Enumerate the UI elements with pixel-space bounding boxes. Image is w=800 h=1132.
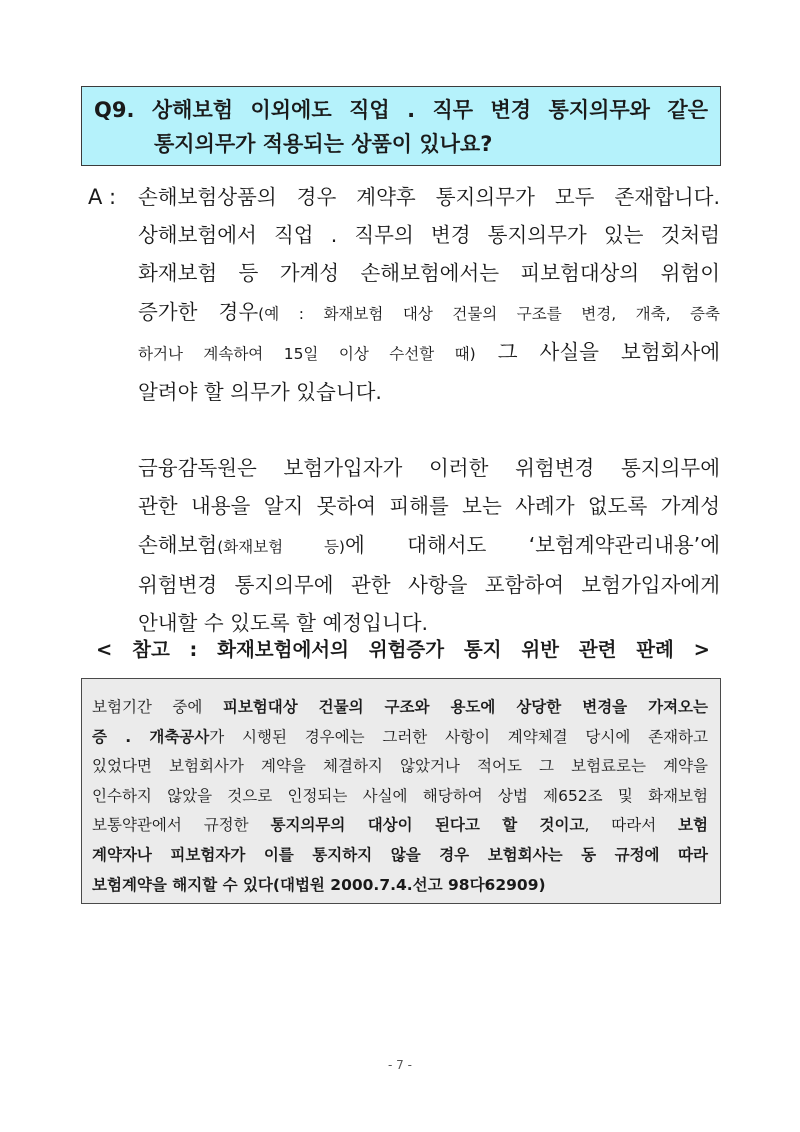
answer-p2-line-3-b: (화재보험 등) (217, 537, 345, 556)
paragraph-gap (88, 411, 728, 449)
reference-line-2-bold: 증 . 개축공사 (92, 727, 210, 746)
reference-line-5 (92, 811, 708, 841)
answer-p2-line-3 (88, 526, 720, 566)
answer-p1-line-5-example: 하거나 계속하여 15일 이상 수선할 때) (138, 344, 476, 363)
answer-p2-line-5: 안내할 수 있도록 할 예정입니다. (138, 611, 429, 636)
answer-p2-line-2: 관한 내용을 알지 못하여 피해를 보는 사례가 없도록 가계성 (138, 494, 720, 519)
reference-line-1-bold: 피보험대상 건물의 구조와 용도에 상당한 변경을 가져오는 (222, 698, 708, 716)
answer-p2-line-3-a: 손해보험 (138, 532, 218, 557)
answer-paragraph-1 (88, 178, 728, 411)
answer-p1-line-5 (88, 333, 720, 373)
question-box (81, 86, 721, 166)
reference-line-7 (92, 871, 708, 901)
reference-line-6-bold: 계약자나 피보험자가 이를 통지하지 않을 경우 보험회사는 동 규정에 따라 (92, 845, 708, 864)
answer-p1-line-4-example: (예 : 화재보험 대상 건물의 구조를 변경, 개축, 증축 (258, 304, 721, 323)
answer-p2-line-3-c: 에 대해서도 ‘보험계약관리내용’에 (344, 532, 720, 557)
answer-p2-line-4: 위험변경 통지의무에 관한 사항을 포함하여 보험가입자에게 (138, 572, 720, 597)
answer-p1-line-1: 손해보험상품의 경우 계약후 통지의무가 모두 존재합니다. (138, 185, 720, 209)
page-number: - 7 - (388, 1058, 412, 1072)
question-line-1: Q9. 상해보험 이외에도 직업 . 직무 변경 통지의무와 같은 (94, 98, 708, 122)
reference-box (81, 678, 721, 904)
reference-line-4: 인수하지 않았을 것으로 인정되는 사실에 해당하여 상법 제652조 및 화재보험 (92, 786, 708, 805)
reference-line-5-c: , 따라서 (584, 816, 679, 835)
answer-p1-line-2: 상해보험에서 직업 . 직무의 변경 통지의무가 있는 것처럼 (138, 223, 720, 248)
reference-line-1-a: 보험기간 중에 (92, 698, 223, 716)
answer-p1-line-6: 알려야 할 의무가 있습니다. (138, 380, 382, 405)
answer-section (88, 178, 728, 642)
answer-paragraph-2 (88, 449, 728, 642)
reference-line-2 (92, 723, 708, 753)
reference-line-7-bold: 보험계약을 해지할 수 있다(대법원 2000.7.4.선고 98다62909) (92, 875, 546, 894)
reference-line-5-bold: 통지의무의 대상이 된다고 할 것이고 (270, 816, 585, 835)
answer-p1-line-4 (88, 293, 720, 333)
reference-line-5-a: 보통약관에서 규정한 (92, 816, 271, 835)
reference-line-3: 있었다면 보험회사가 계약을 체결하지 않았거나 적어도 그 보험료로는 계약을 (92, 757, 708, 776)
answer-p1-line-4-main: 증가한 경우 (138, 299, 259, 324)
answer-p1-line-3: 화재보험 등 가계성 손해보험에서는 피보험대상의 위험이 (138, 261, 720, 286)
reference-line-5-bold-2: 보험 (678, 816, 708, 835)
answer-label: A : (88, 185, 117, 209)
answer-p2-line-1: 금융감독원은 보험가입자가 이러한 위험변경 통지의무에 (138, 456, 720, 481)
answer-p1-line-5-main: 그 사실을 보험회사에 (475, 339, 721, 364)
reference-line-6 (92, 841, 708, 871)
reference-title: < 참고 : 화재보험에서의 위험증가 통지 위반 관련 판례 > (96, 638, 710, 661)
reference-line-2-b: 가 시행된 경우에는 그러한 사항이 계약체결 당시에 존재하고 (209, 727, 708, 746)
reference-line-1 (92, 693, 708, 723)
question-line-2: 통지의무가 적용되는 상품이 있나요? (154, 132, 493, 156)
